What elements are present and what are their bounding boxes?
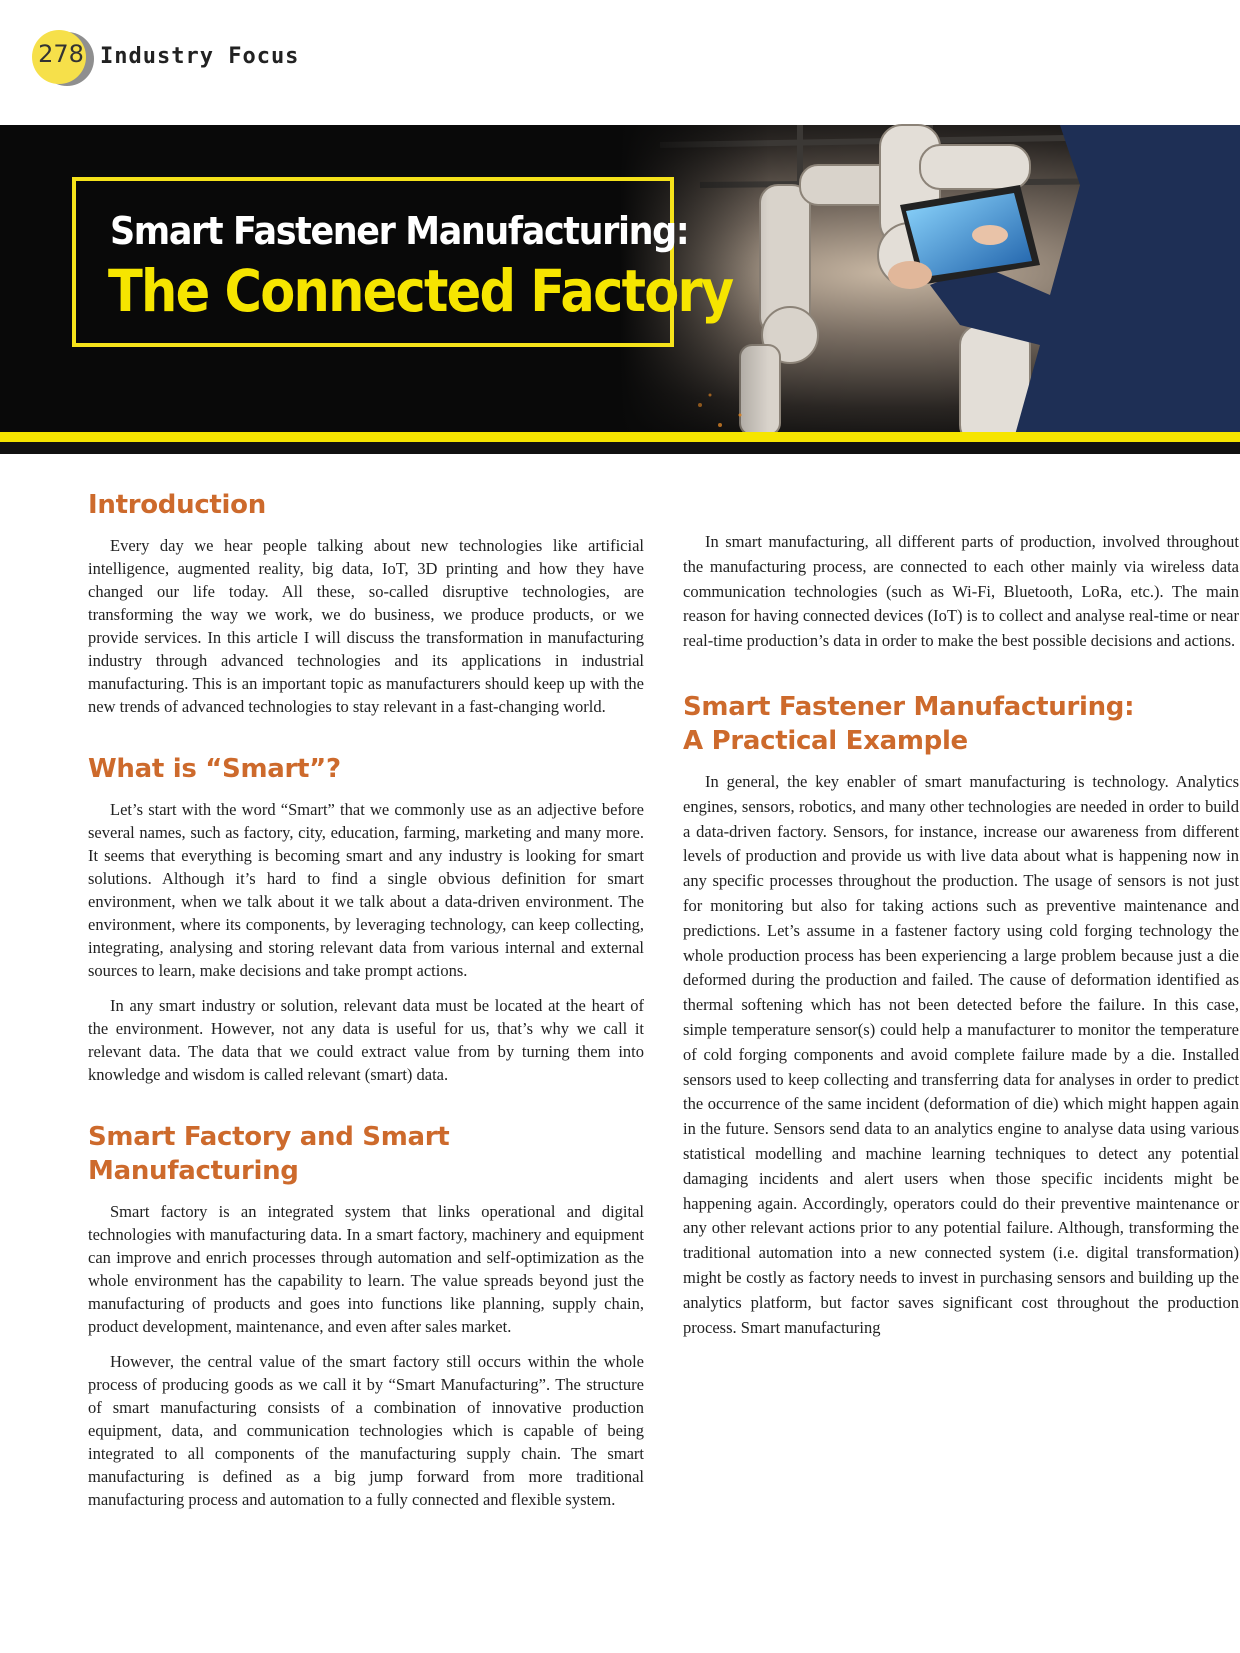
banner-bottom-band [0,442,1240,454]
paragraph-smart-2: In any smart industry or solution, relevant data must be located at the heart of the environment. However, not any data is useful for us, that’s why we call it relevant data. The data that we could extract value from by turning them into knowledge and wisdom is called relevant (smart) data. [88,996,644,1084]
paragraph-example: In general, the key enabler of smart manufacturing is technology. Analytics engines, sensors, robotics, and many other technologies are needed in order to build a data-driven factory. Sensors, for instance, increase our awareness from different levels of production and provide us with live data about what is happening now in any specific processes throughout the production. The usage of sensors is not just for monitoring but also for taking actions such as preventive maintenance and predictions. Let’s assume in a fastener factory using cold forging technology the whole production process has been experiencing a large problem because just a die deformed during the production and failed. The cause of deformation identified as thermal softening which has not been detected before the failure. In this case, simple temperature sensor(s) could help a manufacturer to monitor the temperature of cold forging components and avoid complete failure made by a die. Installed sensors used to keep collecting and transferring data for analyses in order to predict the occurrence of the same incident (deformation of die) which might happen again in the future. Sensors send data to an analytics engine to analyse data using various statistical modelling and machine learning techniques to detect any potential damaging incidents and alert users when those specific incidents might be happening again. Accordingly, operators could do their preventive maintenance or any other relevant actions prior to any potential failure. Although, transforming the traditional automation into a new connected system (i.e. digital transformation) might be costly as factory needs to invest in purchasing sensors and building up the analytics platform, but factor saves significant cost throughout the production process. Smart manufacturing [683,771,1239,1337]
section-label: Industry Focus [100,44,300,69]
heading-smart-factory: Smart Factory and Smart Manufacturing [88,1122,450,1186]
page-header [0,0,1240,120]
title-line-1: Smart Fastener Manufacturing: [110,209,689,253]
right-column [683,530,1239,1340]
paragraph-smart-1: Let’s start with the word “Smart” that we commonly use as an adjective before several names, such as factory, city, education, farming, marketing and many more. It seems that everything is becoming smart and any industry is looking for smart solutions. Although it’s hard to find a single obvious definition for smart environment, when we talk about it we talk about a data-driven environment. The environment, where its components, by leveraging technology, can keep collecting, integrating, analysing and storing relevant data from various internal and external sources to learn, make decisions and take prompt actions. [88,800,644,980]
banner-yellow-stripe [0,432,1240,442]
heading-introduction: Introduction [88,490,266,520]
heading-practical-example-line2: A Practical Example [683,725,968,756]
title-line-2: The Connected Factory [108,257,733,325]
heading-practical-example-line1: Smart Fastener Manufacturing: [683,691,1135,722]
page-number: 278 [38,40,84,68]
paragraph-factory-2: However, the central value of the smart factory still occurs within the whole process of producing goods as we call it by “Smart Manufacturing”. The structure of smart manufacturing consists of a combination of innovative production equipment, data, and communication technologies which is capable of being integrated to all components of the manufacturing supply chain. The smart manufacturing is defined as a big jump forward from more traditional manufacturing process and automation to a fully connected and flexible system. [88,1352,644,1509]
heading-practical-example [683,690,1239,758]
heading-what-is-smart: What is “Smart”? [88,754,341,784]
paragraph-factory-1: Smart factory is an integrated system that links operational and digital technologies with manufacturing data. In a smart factory, machinery and equipment can improve and enrich processes through automation and self-optimization as the whole environment has the capability to learn. The value spreads beyond just the manufacturing of products and goes into functions like planning, supply chain, product development, maintenance, and even after sales market. [88,1202,644,1336]
left-column [88,488,644,1511]
page-number-badge [30,28,92,90]
paragraph-intro: Every day we hear people talking about new technologies like artificial intelligence, augmented reality, big data, IoT, 3D printing and how they have changed our life today. All these, so-called disruptive technologies, are transforming the way we work, we do business, we produce products, or we provide services. In this article I will discuss the transformation in manufacturing industry through advanced technologies and its applications in industrial manufacturing. This is an important topic as manufacturers should keep up with the new trends of advanced technologies to stay relevant in a fast-changing world. [88,536,644,716]
byline: by Shervin Shahidi Hamedani [265,493,478,512]
paragraph-connected: In smart manufacturing, all different parts of production, involved throughout the manufacturing process, are connected to each other mainly via wireless data communication technologies (such as Wi-Fi, Bluetooth, LoRa, etc.). The main reason for having connected devices (IoT) is to collect and analyse real-time or near real-time production’s data in order to make the best possible decisions and actions. [683,532,1239,651]
title-frame [72,177,733,347]
